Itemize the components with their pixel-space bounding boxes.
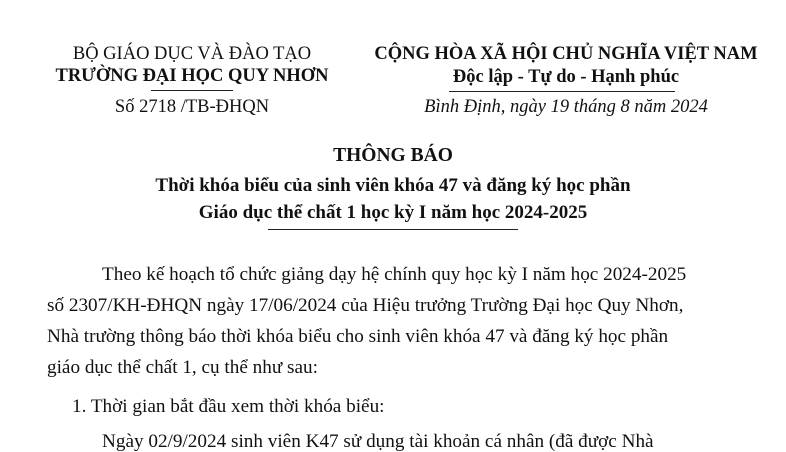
place-and-date: Bình Định, ngày 19 tháng 8 năm 2024	[424, 97, 708, 117]
country-name: CỘNG HÒA XÃ HỘI CHỦ NGHĨA VIỆT NAM	[374, 44, 758, 64]
ministry-name: BỘ GIÁO DỤC VÀ ĐÀO TẠO	[72, 44, 312, 64]
university-underline	[151, 90, 233, 91]
paragraph-2-partial-line: Ngày 02/9/2024 sinh viên K47 sử dụng tài khoản cá nhân (đã được Nhà	[102, 431, 654, 452]
national-motto: Độc lập - Tự do - Hạnh phúc	[452, 67, 680, 87]
motto-underline	[449, 91, 675, 92]
university-name: TRƯỜNG ĐẠI HỌC QUY NHƠN	[55, 66, 329, 86]
document-number: Số 2718 /TB-ĐHQN	[114, 97, 270, 117]
notice-subject-line-1: Thời khóa biểu của sinh viên khóa 47 và đăng ký học phần	[155, 175, 631, 196]
section-1-heading: 1. Thời gian bắt đầu xem thời khóa biểu:	[72, 396, 385, 417]
notice-heading: THÔNG BÁO	[333, 145, 453, 166]
title-underline	[268, 229, 518, 230]
paragraph-1-line-3: Nhà trường thông báo thời khóa biểu cho sinh viên khóa 47 và đăng ký học phần	[47, 326, 669, 347]
paragraph-1-line-4: giáo dục thể chất 1, cụ thể như sau:	[47, 357, 318, 378]
paragraph-1-line-2: số 2307/KH-ĐHQN ngày 17/06/2024 của Hiệu trưởng Trường Đại học Quy Nhơn,	[47, 295, 684, 316]
notice-subject-line-2: Giáo dục thể chất 1 học kỳ I năm học 2024-2025	[198, 202, 588, 223]
paragraph-1-line-1: Theo kế hoạch tổ chức giảng dạy hệ chính quy học kỳ I năm học 2024-2025	[102, 264, 687, 285]
